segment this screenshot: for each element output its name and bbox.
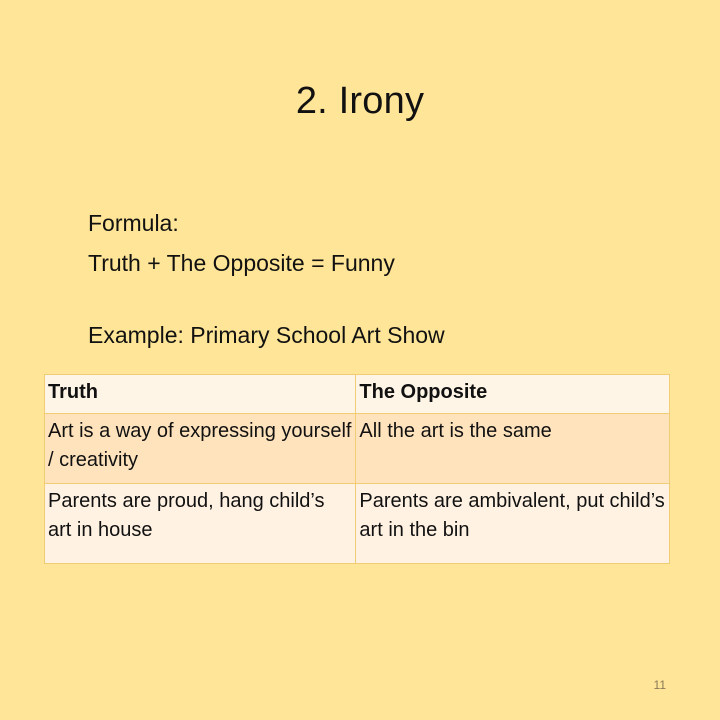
formula-text: Truth + The Opposite = Funny: [88, 250, 395, 276]
header-opposite: The Opposite: [356, 375, 670, 414]
table-cell-opposite: Parents are ambivalent, put child’s art in the bin: [356, 484, 670, 564]
table-header-row: [45, 375, 670, 414]
page-number: 11: [653, 678, 666, 692]
truth-opposite-table: [44, 374, 670, 564]
table-row: [45, 414, 670, 484]
spacer: [88, 283, 688, 315]
slide-title: 2. Irony: [295, 80, 425, 122]
table-row: [45, 484, 670, 564]
formula-label: Formula:: [88, 210, 179, 236]
table-cell-truth: Art is a way of expressing yourself / creativity: [45, 414, 356, 484]
table-cell-opposite: All the art is the same: [356, 414, 670, 484]
example-text: Example: Primary School Art Show: [88, 322, 445, 348]
table-cell-truth: Parents are proud, hang child’s art in house: [45, 484, 356, 564]
slide-body: [88, 203, 688, 355]
header-truth: Truth: [45, 375, 356, 414]
